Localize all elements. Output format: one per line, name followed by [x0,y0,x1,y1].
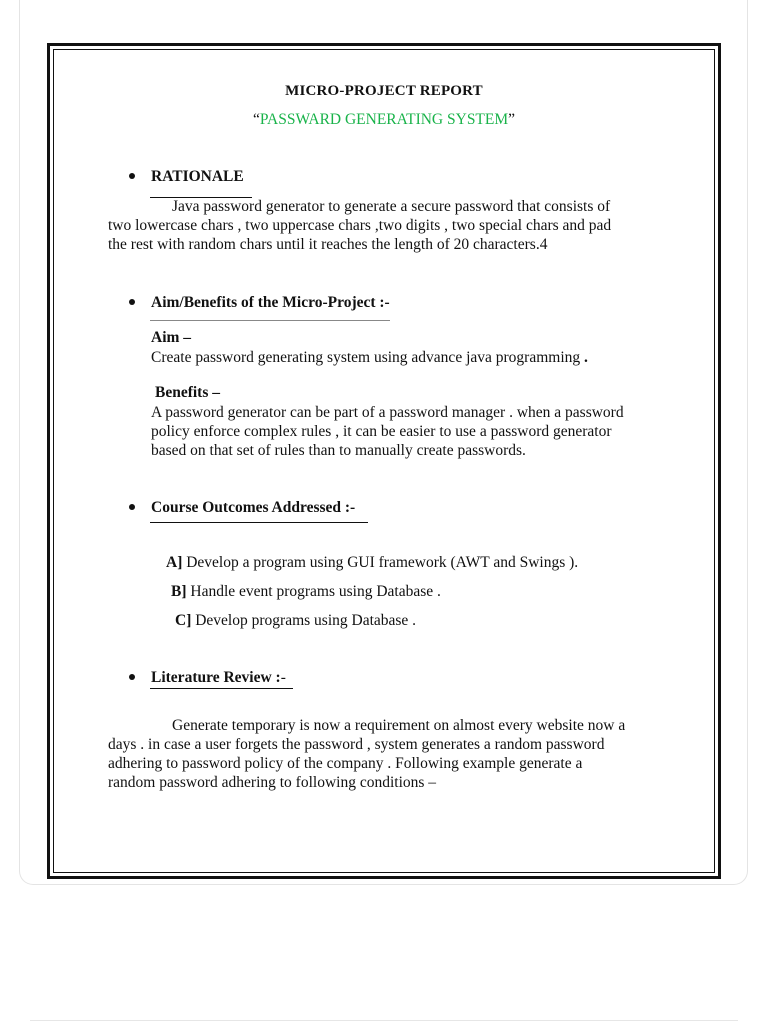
literature-line-4: random password adhering to following conditions – [108,774,437,791]
rationale-line-3: the rest with random chars until it reaches the length of 20 characters.4 [108,236,548,253]
bullet-icon [129,299,135,305]
literature-line-1: Generate temporary is now a requirement on almost every website now a [172,717,626,734]
report-title: MICRO-PROJECT REPORT [285,83,483,99]
subtitle-open-quote: “ [252,111,260,128]
aim-benefits-underline [150,320,390,321]
outcomes-heading: Course Outcomes Addressed :- [151,499,356,516]
aim-period: . [584,349,588,366]
report-subtitle [0,110,768,129]
outcome-item-a [166,553,578,572]
project-name: PASSWARD GENERATING SYSTEM [259,111,509,128]
outcome-item-b [171,582,441,601]
outcome-text: Handle event programs using Database . [186,583,441,600]
rationale-line-1: Java password generator to generate a secure password that consists of [172,198,611,215]
aim-benefits-heading: Aim/Benefits of the Micro-Project :- [151,294,390,311]
aim-sentence: Create password generating system using advance java programming [151,349,581,366]
rationale-heading: RATIONALE [151,168,244,185]
aim-label: Aim – [151,329,192,346]
benefits-label: Benefits – [155,384,221,401]
outcome-marker: C] [175,612,192,629]
outcome-item-c [175,611,416,630]
aim-text [151,348,588,367]
literature-line-2: days . in case a user forgets the password , system generates a random password [108,736,605,753]
outcome-text: Develop a program using GUI framework (AWT and Swings ). [182,554,579,571]
outcome-marker: A] [166,554,183,571]
bullet-icon [129,674,135,680]
literature-heading-row [151,668,286,687]
benefits-line-1: A password generator can be part of a password manager . when a password [151,404,624,421]
outcome-text: Develop programs using Database . [191,612,417,629]
bullet-icon [129,504,135,510]
benefits-line-3: based on that set of rules than to manually create passwords. [151,442,526,459]
subtitle-close-quote: ” [508,111,516,128]
literature-heading: Literature Review : [151,669,281,686]
literature-underline [150,688,293,689]
page-divider [30,1020,738,1021]
outcome-marker: B] [171,583,187,600]
literature-heading-suffix: - [280,669,286,686]
literature-line-3: adhering to password policy of the company . Following example generate a [108,755,583,772]
bullet-icon [129,173,135,179]
outcomes-underline [150,522,368,523]
benefits-line-2: policy enforce complex rules , it can be easier to use a password generator [151,423,612,440]
rationale-line-2: two lowercase chars , two uppercase chars ,two digits , two special chars and pad [108,217,612,234]
